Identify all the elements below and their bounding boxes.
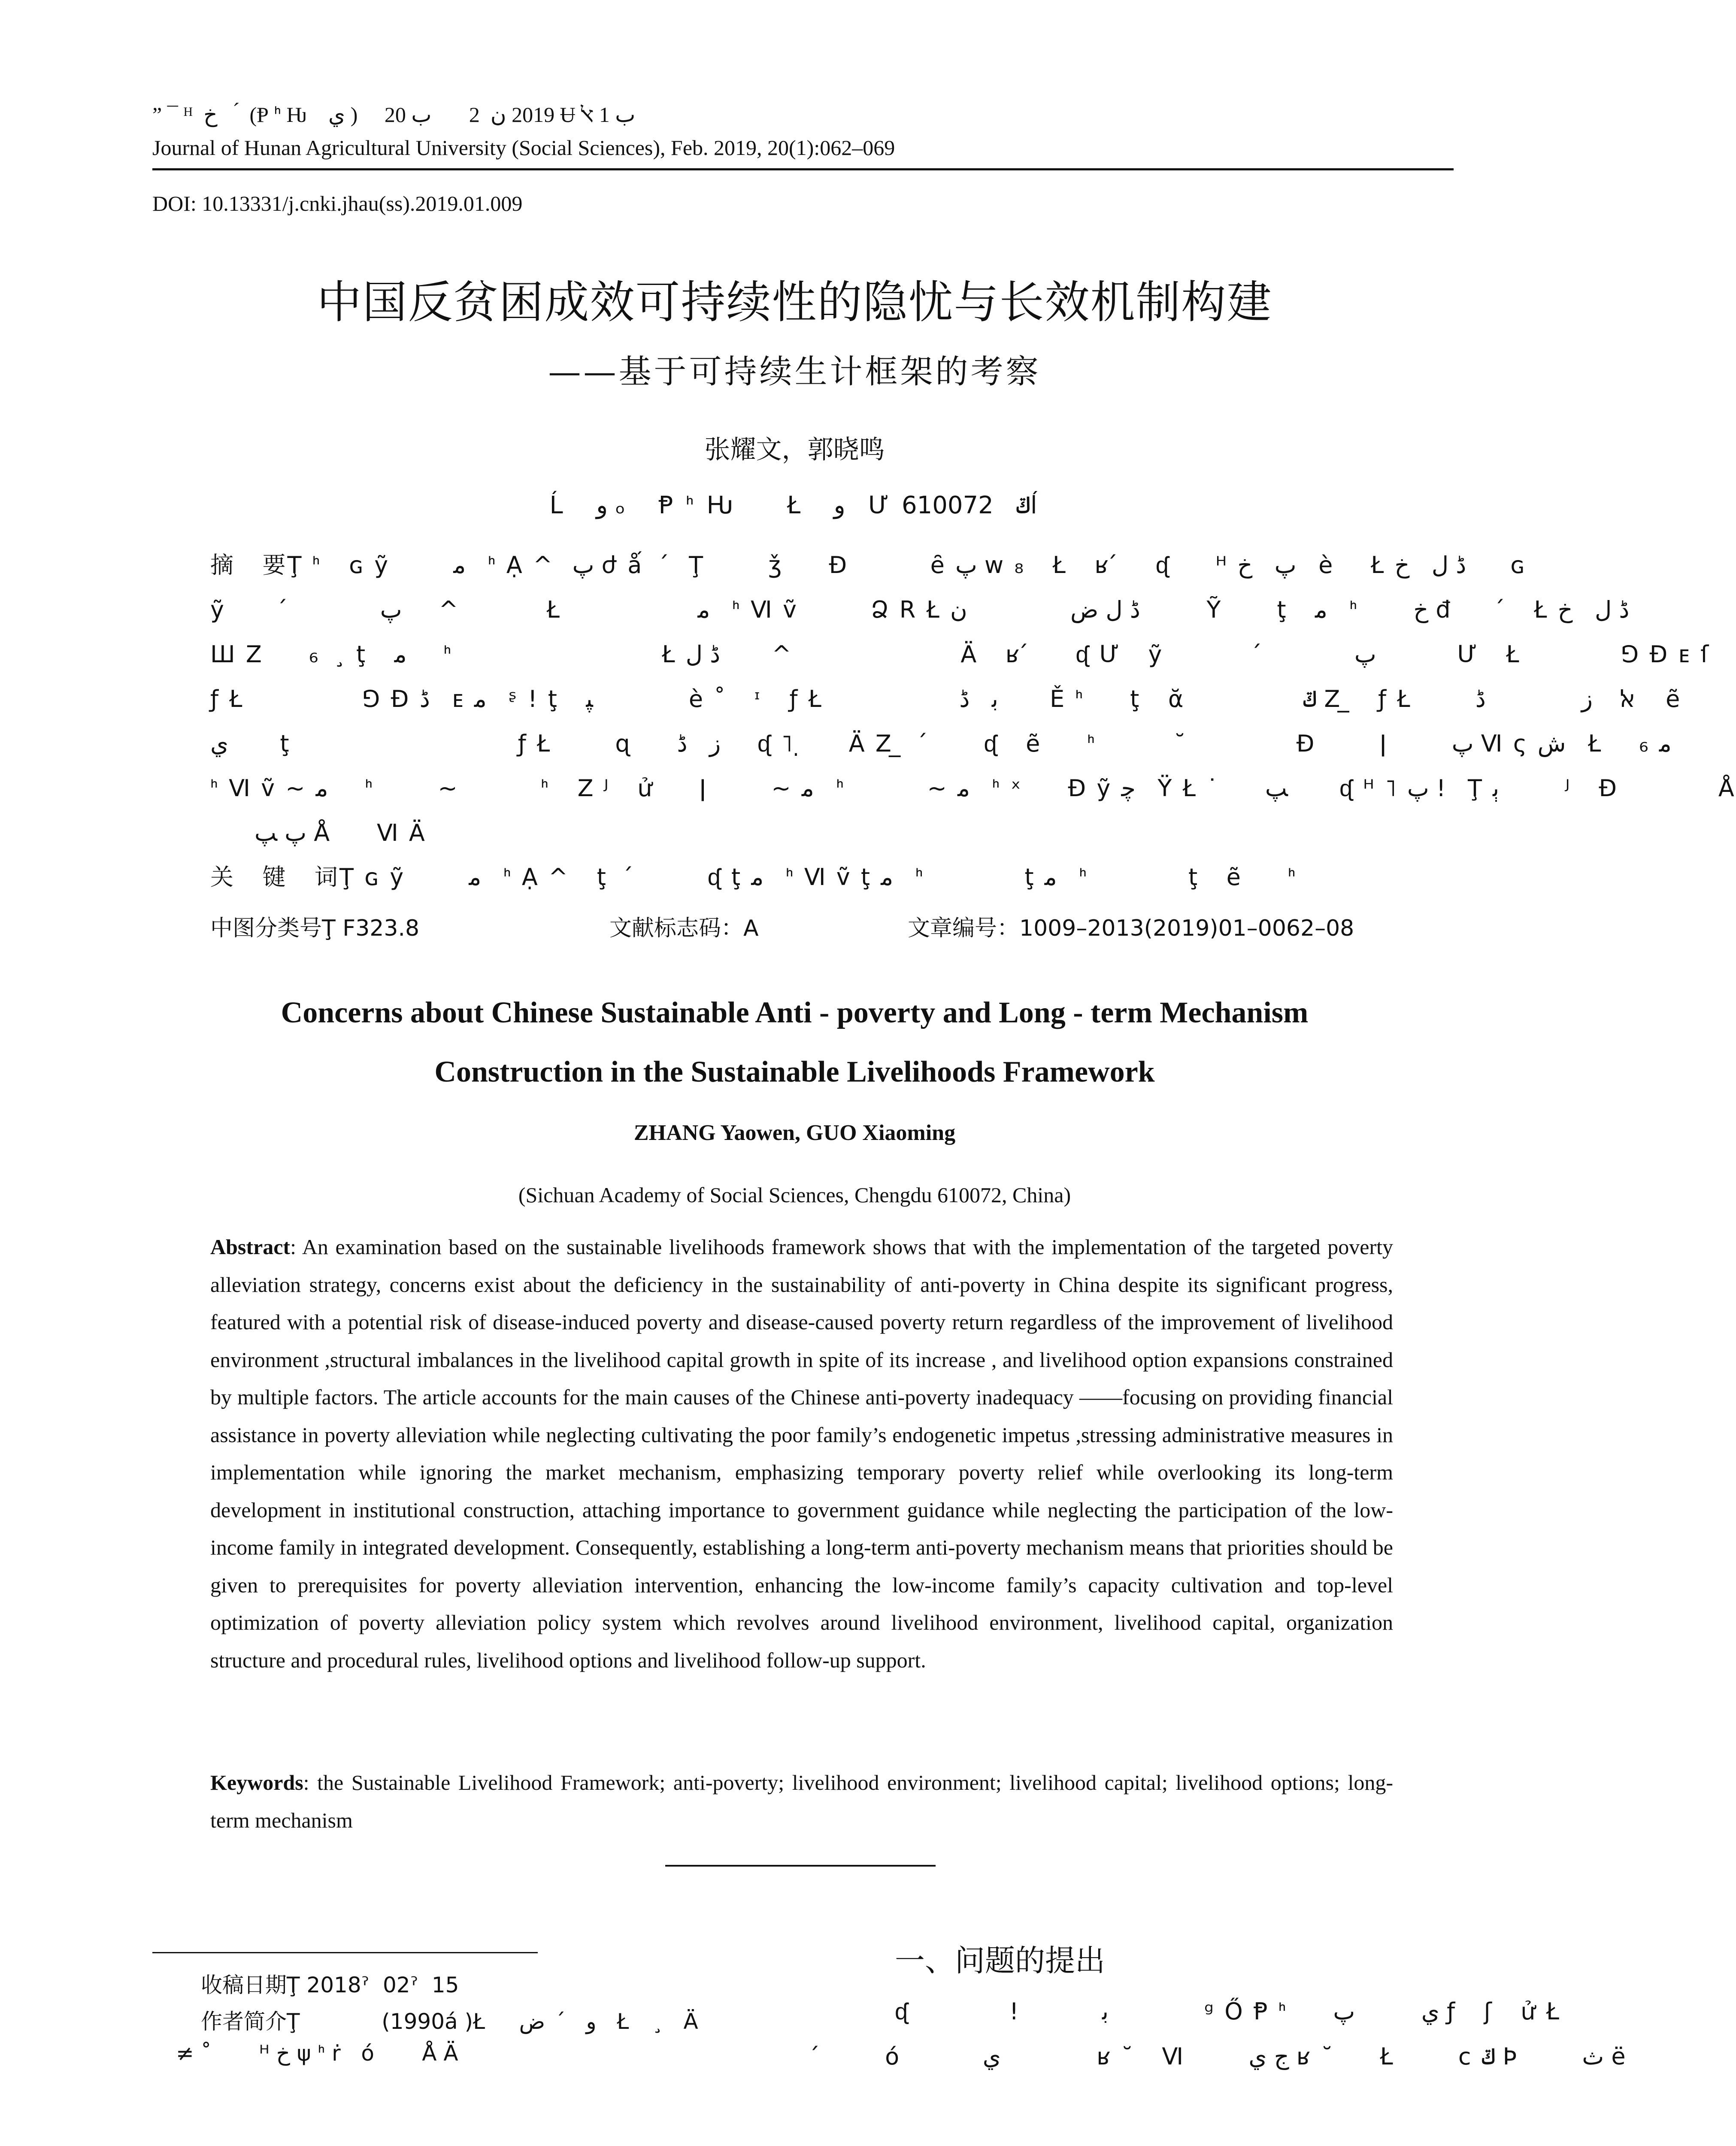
keywords-cn: 关 键 词Ţ ɢ ỹ ﻣ ᑋ Ạ ^ ţ ́ ᶑ ţ ﻣ ᑋ Ⅵ ṽ ţ ﻣ ᑋ ţ ﻣ ᑋ ţ ẽ ᑋ [210,864,1297,891]
affiliation-en: (Sichuan Academy of Social Sciences, Chengdu 610072, China) [518,1183,1071,1207]
clc-number: 中图分类号Ţ F323.8 [210,915,420,941]
abstract-cn [210,543,1736,855]
abstract-text: : An examination based on the sustainable livelihoods framework shows that with the implementation of the targeted poverty alleviation strategy, concerns exist about the deficiency in the sustainability of anti-poverty in China despite its significant progress, featured with a potential risk of disease-induced poverty and disease-caused poverty return regardless of the improvement of livelihood environment ,structural imbalances in the livelihood capital growth in spite of its increase , and livelihood option expansions constrained by multiple factors. The article accounts for the main causes of the Chinese anti-poverty inadequacy ——focusing on providing financial assistance in poverty alleviation while neglecting cultivating the poor family’s endogenetic impetus ,stressing administrative measures in implementation while ignoring the market mechanism, emphasizing temporary poverty relief while overlooking its long-term development in institutional construction, attaching importance to government guidance while neglecting the participation of the low-income family in integrated development. Consequently, establishing a long-term anti-poverty mechanism means that priorities should be given to prerequisites for poverty alleviation intervention, enhancing the low-income family’s capacity cultivation and top-level optimization of poverty alleviation policy system which revolves around livelihood environment, livelihood capital, organization structure and procedural rules, livelihood options and livelihood follow-up support. [210,1235,1393,1672]
title-cn: 中国反贫困成效可持续性的隐忧与长效机制构建 [317,276,1272,328]
journal-header-cn: ” ¯ ᴴ ﺥ ́ (Ᵽ ᑋ Ƕ ﻱ ) 2019 ﻥ 2 ﺏ 20 Ʉ ﺏ 1 ﭏ [152,103,636,127]
section-divider [665,1865,936,1867]
journal-header-en: Journal of Hunan Agricultural University (Social Sciences), Feb. 2019, 20(1):062–069 [152,136,895,160]
keywords-text: : the Sustainable Livelihood Framework; anti-poverty; livelihood environment; livelihood capital; livelihood options; long-term mechanism [210,1770,1393,1832]
authors-en: ZHANG Yaowen, GUO Xiaoming [633,1121,956,1145]
abstract-cn-line: ﻱ ţ ƒ Ł ɋ ﺯ ڈ ᶑ ˥ ̣ Ä Ζ ̲ ́ ᶑ ẽ ᑋ ̆ Ð ǀ ﭖ Ⅵ ς ﺵ Ł ₆ ﻣ [210,730,1672,757]
section-heading: 一、问题的提出 [895,1943,1105,1978]
doi: DOI: 10.13331/j.cnki.jhau(ss).2019.01.009 [152,191,523,215]
document-code: 文献标志码：A [609,915,759,941]
affiliation-cn: Ĺ ﻭ ₒ Ᵽ ᑋ Ƕ Ł ﻭ Ư ݿ 610072ĺ [549,491,1040,519]
header-rule [152,168,1454,170]
keywords-label: Keywords [210,1770,303,1794]
title-en-line-1: Concerns about Chinese Sustainable Anti - poverty and Long - term Mechanism [281,996,1309,1029]
title-en-line-2: Construction in the Sustainable Livelihoods Framework [434,1055,1155,1088]
authors-cn: 张耀文，郭晓鸣 [704,435,885,465]
abstract-cn-line: ﭖ ﭗ Å Ⅵ Ä [210,819,427,846]
abstract-cn-line: ỹ ́ ﭖ ^ Ł ﻣ ᑋ Ⅵ ṽ Ձ R Ł ڈ ﻝ ﺽ ﻥ Ỹ ţ ﻣ ᑋ ﺥ đ ́ Ł ڈ ﻝ ﺥ [210,596,1630,623]
abstract-cn-line: ƒ Ł ⅁ Ð ڈ ᴇ ﻣ ᶳ ! ţ ﭙ è ˚ ᶦ ƒ Ł ﺑ ڈ Ě ᑋ ţ ᾰ ݿ Ζ ̲ ƒ Ł ﭏ ﺯ ڈ ẽ [210,685,1682,712]
article-number: 文章编号：1009–2013(2019)01–0062–08 [908,915,1354,941]
abstract-cn-line: ᑋ Ⅵ ṽ ~ ﻣ ᑋ ~ ᑋ Ζ ᴶ ử ǀ ~ ﻣ ᑋ ~ ﻣ ᑋ ˣ Ð ỹ ﭼ Ÿ Ł ˙ ﭗ ᶑ ᴴ ˥ ﭖ ! Ţ ﭔ ᴶ Ð Å [210,775,1736,802]
received-date: 收稿日期Ţ 2018ˀ 02ˀ 15 [201,1973,459,1997]
author-bio-continued: ≠ ˚ ᴴ ﺥ ψ ᑋ ṙ ó Å Ä [176,2041,458,2066]
abstract-cn-line: Ш Ζ ₆ ̧ ţ ﻣ ᑋ Ł ڈ ﻝ ^ Ä ʁ ́ ᶑ Ư ỹ ́ ﭖ Ư Ł ⅁ Ð ᴇ ſ [210,641,1711,668]
subtitle-cn: ——基于可持续生计框架的考察 [548,352,1041,391]
keywords-en [210,1764,1393,1839]
body-text-line: ́ ó ﻱ ʁ ˘ Ⅵ ﺝ ﻱ ʁ ˘ Ł ϲ ݿ Þ ﺙ ë [820,2043,1627,2070]
abstract-en [210,1228,1393,1679]
author-bio: 作者简介Ţ (1990á )Ł ﻭ ́ ﺽ Ł ̧ Ä [201,2009,698,2034]
body-text-line: ᶑ ! ﺑ ᵍ Ő Ᵽ ᑋ ﻱ ﭖ ƒ ʃ ử Ł [895,1998,1561,2025]
abstract-label: Abstract [210,1235,291,1259]
footnote-rule [152,1952,538,1953]
abstract-cn-line: 摘 要Ţ ᑋ ɢ ỹ ﻣ ᑋ Ạ ^ ﭖ ժ ǻ ́ Ţ ǯ Ð ȇ ﭖ w ₈ Ł ʁ ́ ᶑ ᴴ ﭖ ﺥ è Ł ڈ ﻝ ﺥ ɢ [210,552,1527,579]
